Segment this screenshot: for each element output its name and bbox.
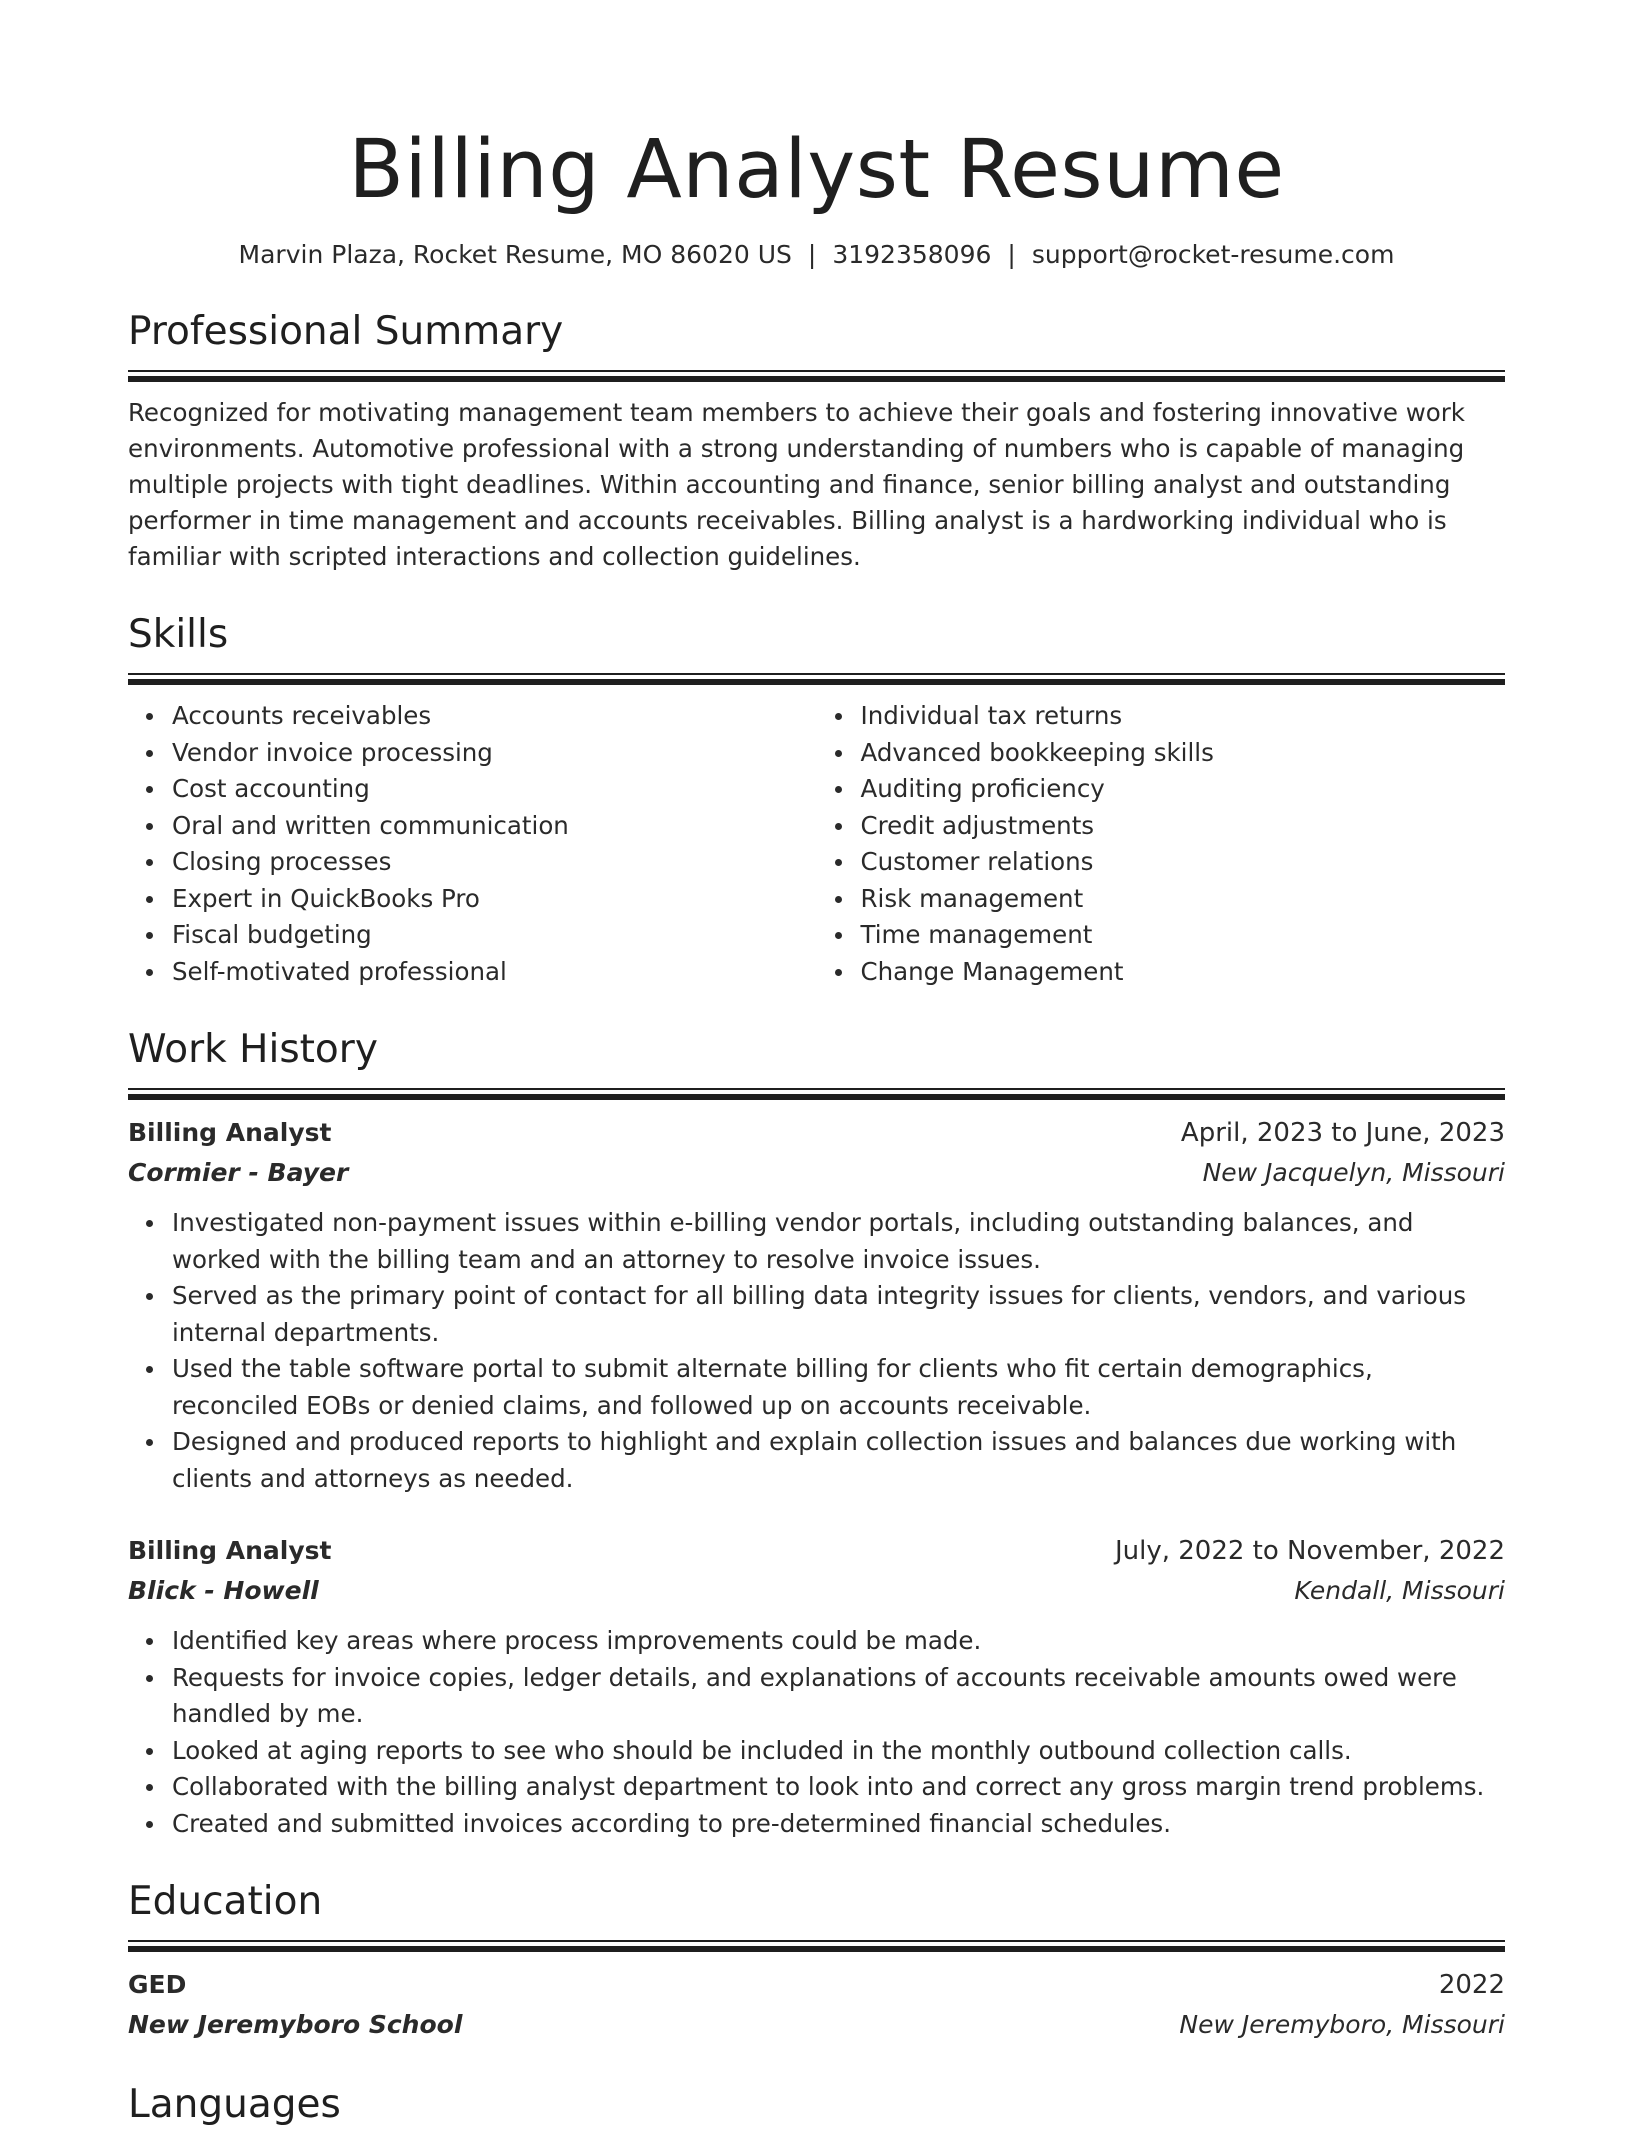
resume-title: Billing Analyst Resume xyxy=(348,123,1285,217)
education-school: New Jeremyboro School xyxy=(128,2010,463,2039)
section-divider xyxy=(128,1088,1505,1099)
skills-list-right xyxy=(817,698,1506,990)
job-bullet: Collaborated with the billing analyst department to look into and correct any gross margin trend problems. xyxy=(172,1769,1505,1806)
job-entry xyxy=(128,1531,1505,1842)
section-heading: Skills xyxy=(128,612,229,657)
section-divider xyxy=(128,1940,1505,1951)
job-company: Cormier - Bayer xyxy=(128,1158,349,1187)
contact-separator: | xyxy=(807,240,817,269)
job-location: Kendall, Missouri xyxy=(1294,1576,1505,1605)
job-location: New Jacquelyn, Missouri xyxy=(1202,1158,1505,1187)
job-bullets xyxy=(128,1205,1505,1497)
contact-phone: 3192358096 xyxy=(832,240,992,269)
section-heading: Languages xyxy=(128,2082,341,2127)
section-heading: Work History xyxy=(128,1027,378,1072)
section-divider xyxy=(128,673,1505,684)
skill-item: Self-motivated professional xyxy=(172,954,817,991)
job-dates: April, 2023 to June, 2023 xyxy=(1180,1118,1505,1148)
education-degree: GED xyxy=(128,1970,187,1999)
skills-list-left xyxy=(128,698,817,990)
job-title: Billing Analyst xyxy=(128,1536,332,1565)
job-dates: July, 2022 to November, 2022 xyxy=(1114,1536,1505,1566)
section-heading: Education xyxy=(128,1879,323,1924)
skill-item: Individual tax returns xyxy=(861,698,1506,735)
contact-separator: | xyxy=(1007,240,1016,269)
skill-item: Change Management xyxy=(861,954,1506,991)
job-entry xyxy=(128,1113,1505,1497)
skill-item: Closing processes xyxy=(172,844,817,881)
skill-item: Auditing proficiency xyxy=(861,771,1506,808)
summary-text: Recognized for motivating management team members to achieve their goals and fostering innovative work environments. Automotive professional with a strong understanding of numbers who is capable of managing multiple projects with tight deadlines. Within accounting and finance, senior billing analyst and outstanding performer in time management and accounts receivables. Billing analyst is a hardworking individual who is familiar with scripted interactions and collection guidelines. xyxy=(128,398,1465,571)
education-section xyxy=(128,1876,1505,2045)
contact-email: support@rocket-resume.com xyxy=(1031,240,1395,269)
skill-item: Customer relations xyxy=(861,844,1506,881)
skills-columns xyxy=(128,698,1505,990)
skill-item: Expert in QuickBooks Pro xyxy=(172,881,817,918)
education-location: New Jeremyboro, Missouri xyxy=(1179,2010,1505,2039)
summary-section xyxy=(128,306,1505,575)
job-bullet: Created and submitted invoices according to pre-determined financial schedules. xyxy=(172,1806,1505,1843)
job-bullet: Served as the primary point of contact for all billing data integrity issues for clients, vendors, and various internal departments. xyxy=(172,1278,1505,1351)
job-bullet: Looked at aging reports to see who should be included in the monthly outbound collection calls. xyxy=(172,1733,1505,1770)
education-year: 2022 xyxy=(1438,1970,1505,2000)
skill-item: Oral and written communication xyxy=(172,808,817,845)
job-bullet: Requests for invoice copies, ledger details, and explanations of accounts receivable amounts owed were handled by me. xyxy=(172,1660,1505,1733)
job-bullet: Used the table software portal to submit alternate billing for clients who fit certain demographics, reconciled EOBs or denied claims, and followed up on accounts receivable. xyxy=(172,1351,1505,1424)
skill-item: Time management xyxy=(861,917,1506,954)
job-bullet: Investigated non-payment issues within e-billing vendor portals, including outstanding balances, and worked with the billing team and an attorney to resolve invoice issues. xyxy=(172,1205,1505,1278)
section-divider xyxy=(128,370,1505,381)
skills-section xyxy=(128,609,1505,990)
job-company: Blick - Howell xyxy=(128,1576,319,1605)
education-entry xyxy=(128,1965,1505,2045)
skill-item: Credit adjustments xyxy=(861,808,1506,845)
job-title: Billing Analyst xyxy=(128,1118,332,1147)
languages-section xyxy=(128,2079,1505,2131)
skill-item: Advanced bookkeeping skills xyxy=(861,735,1506,772)
skill-item: Cost accounting xyxy=(172,771,817,808)
job-bullet: Identified key areas where process improvements could be made. xyxy=(172,1623,1505,1660)
contact-line xyxy=(128,238,1505,272)
skill-item: Vendor invoice processing xyxy=(172,735,817,772)
job-bullet: Designed and produced reports to highlight and explain collection issues and balances due working with clients and attorneys as needed. xyxy=(172,1424,1505,1497)
job-bullets xyxy=(128,1623,1505,1842)
resume-content xyxy=(128,118,1505,2131)
contact-address: Marvin Plaza, Rocket Resume, MO 86020 US xyxy=(238,240,792,269)
section-heading: Professional Summary xyxy=(128,309,564,354)
work-history-section xyxy=(128,1024,1505,1842)
skill-item: Accounts receivables xyxy=(172,698,817,735)
skill-item: Risk management xyxy=(861,881,1506,918)
skill-item: Fiscal budgeting xyxy=(172,917,817,954)
